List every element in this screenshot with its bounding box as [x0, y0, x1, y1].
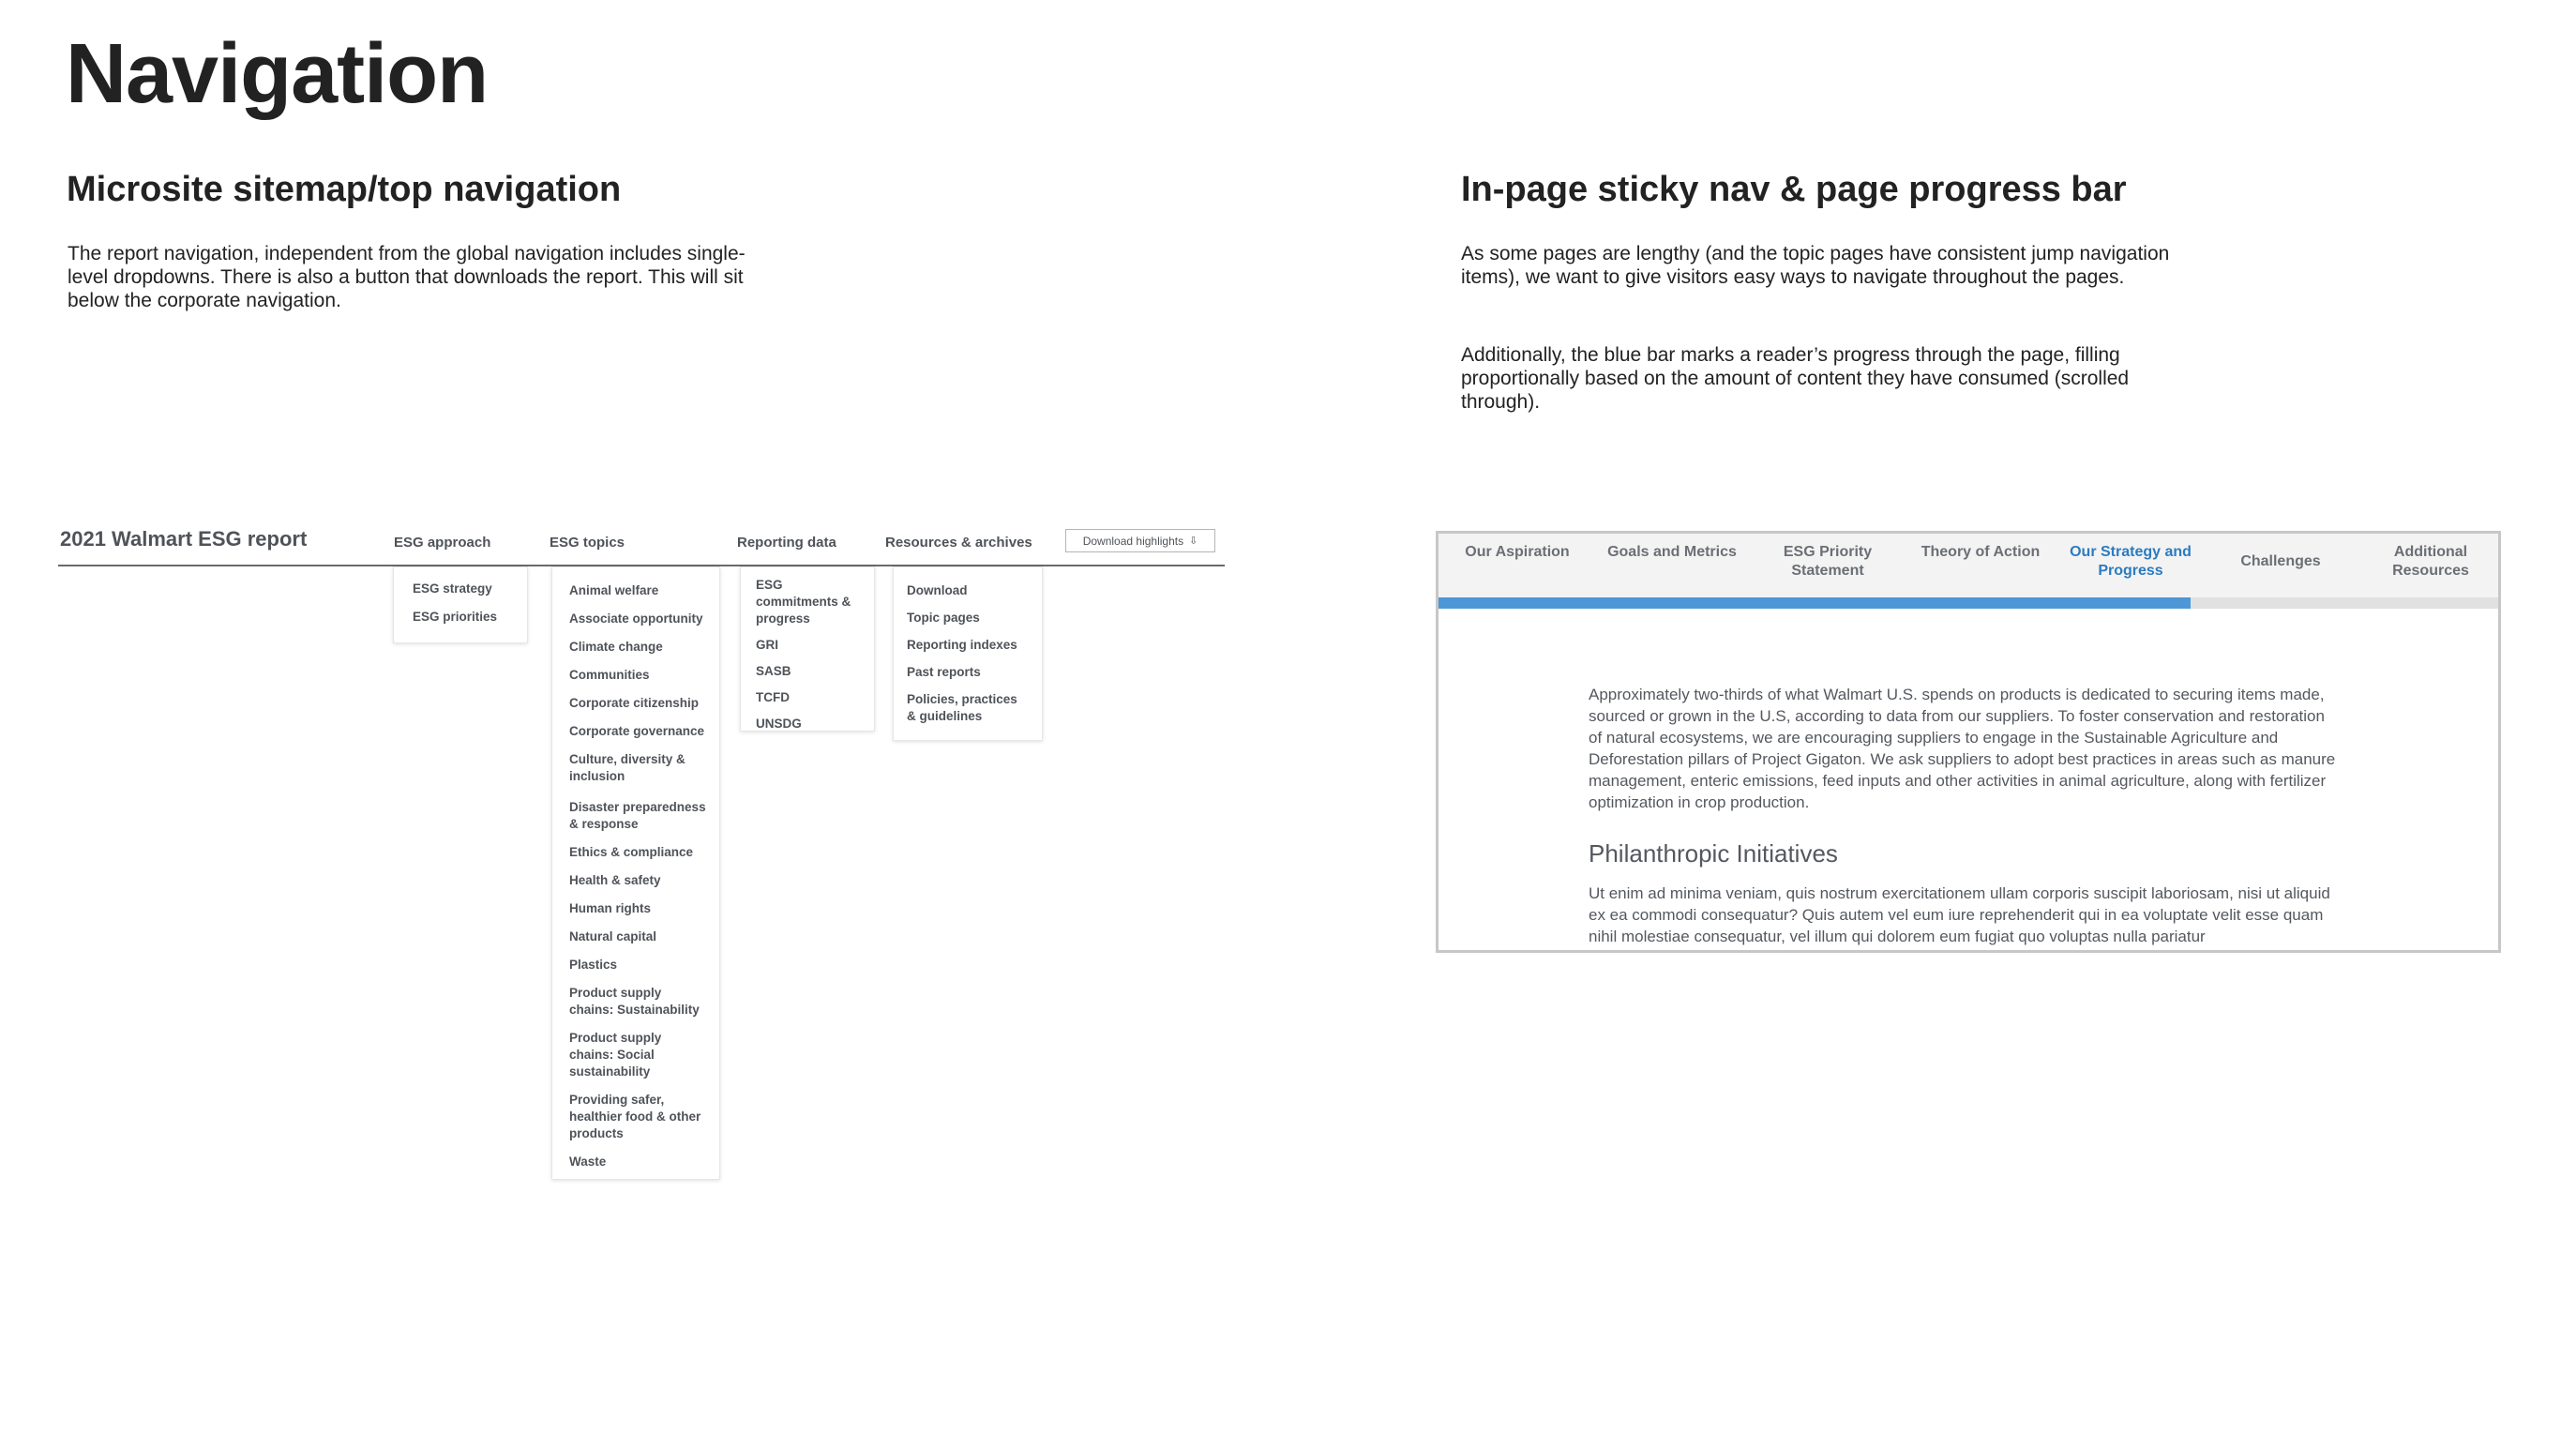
- left-section-heading: Microsite sitemap/top navigation: [67, 170, 622, 209]
- dropdown-item[interactable]: Waste: [569, 1155, 607, 1169]
- page-title: Navigation: [66, 27, 489, 121]
- jump-nav-item-challenges[interactable]: Challenges: [2240, 553, 2321, 569]
- download-icon: ⇩: [1189, 536, 1198, 547]
- dropdown-item[interactable]: Providing safer, healthier food & other products: [569, 1093, 701, 1140]
- left-section-description: The report navigation, independent from the global navigation includes single-level dropdowns. There is also a button that downloads the report. This will sit below the corporate navigation.: [68, 243, 746, 311]
- dropdown-item[interactable]: Product supply chains: Social sustainability: [569, 1031, 662, 1079]
- site-brand[interactable]: 2021 Walmart ESG report: [60, 527, 308, 551]
- dropdown-item[interactable]: Download: [907, 583, 968, 597]
- dropdown-item[interactable]: ESG priorities: [413, 610, 498, 624]
- dropdown-item[interactable]: ESG strategy: [413, 581, 492, 596]
- dropdown-item[interactable]: Reporting indexes: [907, 638, 1017, 652]
- dropdown-item[interactable]: TCFD: [756, 690, 790, 704]
- jump-nav-item-esg-priority-statement[interactable]: ESG Priority Statement: [1783, 544, 1873, 579]
- nav-item-resources-archives[interactable]: Resources & archives: [885, 535, 1032, 551]
- right-section-heading: In-page sticky nav & page progress bar: [1461, 170, 2127, 209]
- jump-nav-item-our-strategy-progress[interactable]: Our Strategy and Progress: [2070, 544, 2192, 579]
- sticky-nav-mockup: [1436, 531, 2501, 953]
- right-section-description-2: Additionally, the blue bar marks a reader’s progress through the page, filling proportionally based on the amount of content they have consumed (scrolled through).: [1461, 344, 2130, 413]
- dropdown-item[interactable]: Corporate governance: [569, 724, 705, 738]
- dropdown-item[interactable]: Corporate citizenship: [569, 696, 700, 710]
- dropdown-item[interactable]: Associate opportunity: [569, 611, 703, 626]
- microsite-nav-bar: [58, 518, 1225, 566]
- dropdown-item[interactable]: Culture, diversity & inclusion: [569, 752, 685, 783]
- content-paragraph-2: Ut enim ad minima veniam, quis nostrum exercitationem ullam corporis suscipit laboriosam, nisi ut aliquid ex ea commodi consequatur? Quis autem vel eum iure reprehenderit qui in ea voluptate velit esse quam nihil molestiae consequatur, vel illum qui dolorem eum fugiat quo voluptas nulla pariatur: [1589, 884, 2330, 945]
- dropdown-reporting-data: [740, 566, 875, 732]
- download-button-label: Download highlights: [1082, 534, 1184, 548]
- dropdown-item[interactable]: Ethics & compliance: [569, 845, 694, 859]
- content-paragraph: Approximately two-thirds of what Walmart U.S. spends on products is dedicated to securing items made, sourced or grown in the U.S, according to data from our suppliers. To foster conservation and restoration of natural ecosystems, we are encouraging suppliers to engage in the Sustainable Agriculture and Deforestation pillars of Project Gigaton. We ask suppliers to adopt best practices in areas such as manure management, enteric emissions, feed inputs and other activities in animal agriculture, along with fertilizer optimization in crop production.: [1589, 686, 2336, 811]
- dropdown-esg-topics: [551, 566, 720, 1180]
- dropdown-item[interactable]: Plastics: [569, 958, 618, 972]
- dropdown-item[interactable]: Health & safety: [569, 873, 661, 887]
- dropdown-item[interactable]: Product supply chains: Sustainability: [569, 986, 700, 1017]
- jump-nav-item-additional-resources[interactable]: Additional Resources: [2392, 544, 2469, 579]
- dropdown-resources-archives: [893, 566, 1043, 741]
- dropdown-item[interactable]: GRI: [756, 638, 779, 652]
- dropdown-item[interactable]: Human rights: [569, 901, 652, 915]
- dropdown-item[interactable]: Disaster preparedness & response: [569, 800, 706, 831]
- dropdown-item[interactable]: Communities: [569, 668, 650, 682]
- jump-nav-item-our-aspiration[interactable]: Our Aspiration: [1465, 544, 1570, 560]
- jump-nav-item-theory-of-action[interactable]: Theory of Action: [1921, 544, 2041, 560]
- dropdown-esg-approach: [393, 566, 528, 643]
- dropdown-item[interactable]: Climate change: [569, 640, 663, 654]
- nav-item-esg-topics[interactable]: ESG topics: [550, 535, 625, 551]
- dropdown-item[interactable]: SASB: [756, 664, 791, 678]
- right-section-description-1: As some pages are lengthy (and the topic pages have consistent jump navigation items), we want to give visitors easy ways to navigate throughout the pages.: [1461, 243, 2170, 288]
- nav-item-esg-approach[interactable]: ESG approach: [394, 535, 491, 551]
- dropdown-item[interactable]: Animal welfare: [569, 583, 659, 597]
- jump-nav-item-goals-metrics[interactable]: Goals and Metrics: [1607, 544, 1737, 560]
- dropdown-item[interactable]: Policies, practices & guidelines: [907, 692, 1017, 723]
- dropdown-item[interactable]: ESG commitments & progress: [756, 578, 851, 626]
- nav-item-reporting-data[interactable]: Reporting data: [737, 535, 836, 551]
- page-progress-fill: [1439, 597, 2191, 609]
- download-highlights-button[interactable]: [1065, 529, 1215, 552]
- jump-nav-bar: [1439, 534, 2498, 599]
- dropdown-item[interactable]: Topic pages: [907, 611, 980, 625]
- dropdown-item[interactable]: UNSDG: [756, 717, 802, 731]
- dropdown-item[interactable]: Past reports: [907, 665, 981, 679]
- page-progress-track: [1439, 597, 2498, 609]
- content-subheading: Philanthropic Initiatives: [1589, 839, 1838, 868]
- dropdown-item[interactable]: Natural capital: [569, 929, 657, 943]
